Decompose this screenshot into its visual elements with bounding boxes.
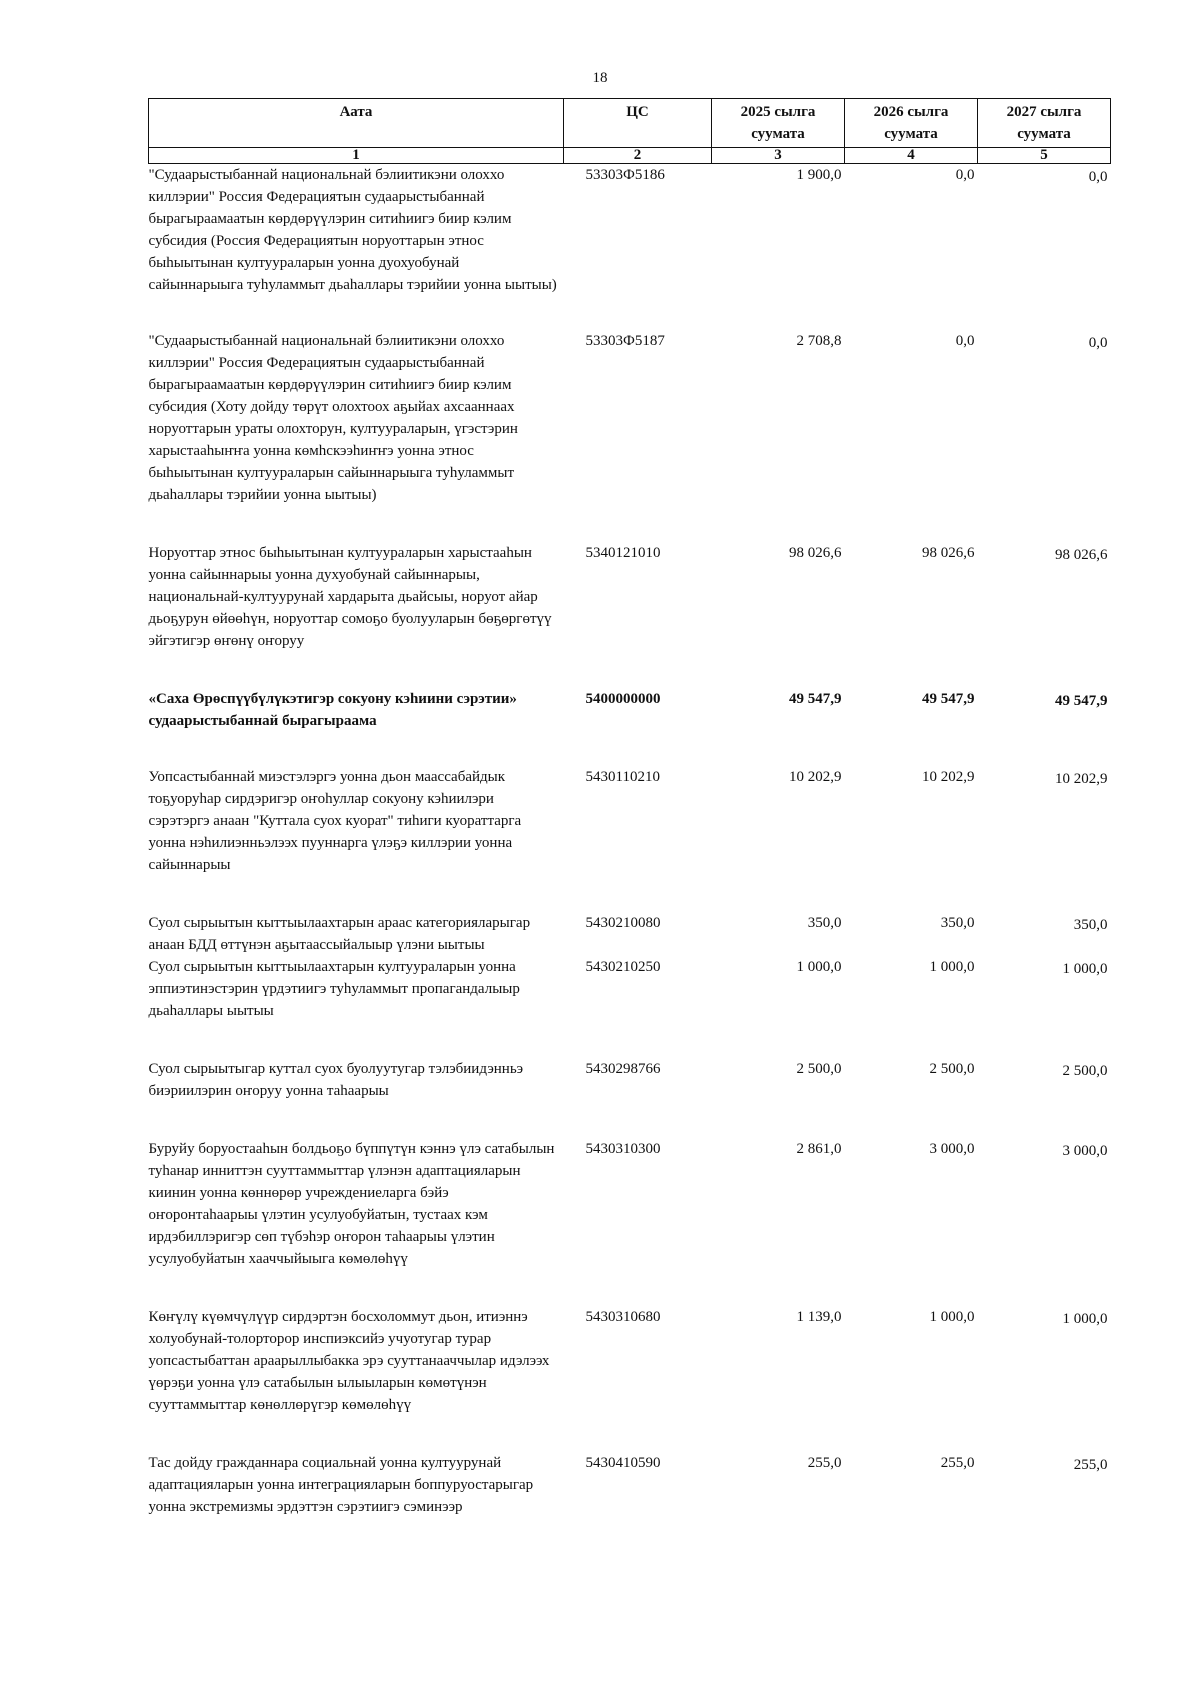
column-number: 2 bbox=[564, 148, 712, 164]
row-value-2025: 1 000,0 bbox=[796, 959, 842, 975]
row-value-2027: 98 026,6 bbox=[1055, 547, 1108, 563]
row-name: Суол сырыытын кыттыылаахтарын араас категорияларыгар анаан БДД өттүнэн аҕытаассыйалыыр үлэни ыытыы bbox=[148, 915, 531, 953]
row-value-2027: 49 547,9 bbox=[1055, 693, 1108, 709]
row-value-2025: 1 139,0 bbox=[796, 1309, 842, 1325]
row-name: Буруйу боруостааһын болдьоҕо бүппүтүн кэннэ үлэ сатабылын туһанар инниттэн сууттаммыттар үлэнэн адаптацияларын киинин уонна көннөрөр учреждениеларга бэйэ оҥоронтаһаарыы үлэтин усулуобуйатын, тустаах кэм ирдэбиллэригэр сөп түбэһэр оҥорон таһаарыы үлэтин усулуобуйатын хааччыйыыга көмөлөһүү bbox=[148, 1141, 555, 1267]
table-row bbox=[149, 1058, 1111, 1138]
column-number: 1 bbox=[149, 148, 564, 164]
row-value-2025: 2 708,8 bbox=[796, 333, 842, 349]
table-row bbox=[149, 1306, 1111, 1452]
row-name: «Саха Өрөспүүбүлүкэтигэр сокуону кэһиини сэрэтии» судаарыстыбаннай бырагыраама bbox=[148, 691, 517, 729]
row-value-2027: 10 202,9 bbox=[1055, 771, 1108, 787]
row-code: 5430110210 bbox=[585, 769, 660, 785]
row-value-2027: 0,0 bbox=[1088, 169, 1108, 185]
table-row bbox=[149, 1452, 1111, 1518]
table-row bbox=[149, 330, 1111, 542]
row-value-2026: 1 000,0 bbox=[929, 959, 975, 975]
row-code: 5430410590 bbox=[585, 1455, 661, 1471]
row-code: 53303Ф5187 bbox=[585, 333, 665, 349]
table-row bbox=[149, 956, 1111, 1058]
column-number: 3 bbox=[712, 148, 845, 164]
table-row bbox=[149, 912, 1111, 956]
row-value-2027: 0,0 bbox=[1088, 335, 1108, 351]
row-code: 5430310300 bbox=[585, 1141, 661, 1157]
row-name: "Судаарыстыбаннай национальнай бэлиитикэни олоххо киллэрии" Россия Федерациятын судаарыстыбаннай бырагыраамаатын көрдөрүүлэрин ситиһиигэ биир кэлим субсидия (Россия Федерациятын норуоттарын этнос быһыытынан култуураларын уонна дуохуобунай сайыннарыыга туһуламмыт дьаһаллары тэрийии уонна ыытыы) bbox=[148, 167, 557, 293]
row-value-2026: 1 000,0 bbox=[929, 1309, 975, 1325]
table-body bbox=[149, 164, 1111, 1519]
row-value-2026: 0,0 bbox=[955, 167, 975, 183]
row-value-2026: 2 500,0 bbox=[929, 1061, 975, 1077]
row-name: Көҥүлү күөмчүлүүр сирдэртэн босхоломмут дьон, итиэннэ холуобунай-толорторор инспиэксийэ учуотугар турар уопсастыбаттан араарыллыбакка эрэ сууттанааччылар идэлээх үөрэҕи уонна үлэ сатабылын ылыыларын көмөтүнэн сууттаммыттар көнөллөрүгэр көмөлөһүү bbox=[148, 1309, 550, 1413]
row-name: Уопсастыбаннай миэстэлэргэ уонна дьон маассабайдык тоҕуоруһар сирдэригэр оҥоһуллар сокуону кэһиилэри сэрэтэргэ анаан "Куттала суох куорат" тиһиги куораттарга уонна нэһилиэнньэлээх пууннарга үлэҕэ киллэрии уонна сайыннарыы bbox=[148, 769, 522, 873]
row-name: "Судаарыстыбаннай национальнай бэлиитикэни олоххо киллэрии" Россия Федерациятын судаарыстыбаннай бырагыраамаатын көрдөрүүлэрин ситиһиигэ биир кэлим субсидия (Хоту дойду төрүт олохтоох аҕыйах ахсааннаах норуоттарын ураты олохторун, култуураларын, үгэстэрин харыстааһыҥҥа уонна көмһскээһиҥҥэ уонна этнос быһыытынан култуураларын сайыннарыыга туһуламмыт дьаһаллары тэрийии уонна ыытыы) bbox=[148, 333, 518, 503]
row-value-2027: 1 000,0 bbox=[1062, 1311, 1108, 1327]
column-number: 4 bbox=[845, 148, 978, 164]
table-row bbox=[149, 1138, 1111, 1306]
row-value-2026: 10 202,9 bbox=[922, 769, 975, 785]
row-value-2025: 49 547,9 bbox=[789, 691, 842, 707]
table-row bbox=[149, 164, 1111, 331]
row-value-2025: 255,0 bbox=[807, 1455, 842, 1471]
page-number: 18 bbox=[592, 70, 608, 86]
row-name: Тас дойду гражданнара социальнай уонна култуурунай адаптацияларын уонна интеграцияларын боппуруостарыгар уонна экстремизмы эрдэттэн сэрэтиигэ сэминээр bbox=[148, 1455, 534, 1515]
header-code: ЦС bbox=[564, 99, 712, 148]
row-code: 5430310680 bbox=[585, 1309, 661, 1325]
header-2026: 2026 сылга суумата bbox=[845, 99, 978, 148]
row-value-2025: 2 861,0 bbox=[796, 1141, 842, 1157]
row-value-2027: 1 000,0 bbox=[1062, 961, 1108, 977]
row-value-2026: 3 000,0 bbox=[929, 1141, 975, 1157]
row-value-2027: 3 000,0 bbox=[1062, 1143, 1108, 1159]
header-2027: 2027 сылга суумата bbox=[978, 99, 1111, 148]
row-code: 5400000000 bbox=[585, 691, 661, 707]
row-code: 53303Ф5186 bbox=[585, 167, 665, 183]
row-code: 5430210080 bbox=[585, 915, 661, 931]
row-code: 5430210250 bbox=[585, 959, 661, 975]
row-code: 5430298766 bbox=[585, 1061, 661, 1077]
row-name: Суол сырыытыгар куттал суох буолуутугар тэлэбиидэнньэ биэриилэрин оҥоруу уонна таһаарыы bbox=[148, 1061, 524, 1099]
row-code: 5340121010 bbox=[585, 545, 661, 561]
row-value-2025: 10 202,9 bbox=[789, 769, 842, 785]
table-row bbox=[149, 688, 1111, 766]
row-value-2025: 2 500,0 bbox=[796, 1061, 842, 1077]
table-row bbox=[149, 766, 1111, 912]
table-row bbox=[149, 542, 1111, 688]
header-name: Аата bbox=[149, 99, 564, 148]
row-value-2027: 350,0 bbox=[1073, 917, 1108, 933]
row-value-2026: 350,0 bbox=[940, 915, 975, 931]
row-name: Суол сырыытын кыттыылаахтарын култуураларын уонна эппиэтинэстэрин үрдэтиигэ туһуламмыт пропагандалыыр дьаһаллары ыытыы bbox=[148, 959, 520, 1019]
row-name: Норуоттар этнос быһыытынан култуураларын харыстааһын уонна сайыннарыы уонна духуобунай сайыннарыы, национальнай-култуурунай хардарыта дьайсыы, норуот айар дьоҕурун өйөөһүн, норуоттар сомоҕо буолууларын бөҕөргөтүү эйгэтигэр өҥөнү оҥоруу bbox=[148, 545, 552, 649]
row-value-2026: 255,0 bbox=[940, 1455, 975, 1471]
budget-table bbox=[148, 98, 1111, 1518]
row-value-2025: 350,0 bbox=[807, 915, 842, 931]
row-value-2026: 0,0 bbox=[955, 333, 975, 349]
header-2025: 2025 сылга суумата bbox=[712, 99, 845, 148]
row-value-2026: 98 026,6 bbox=[922, 545, 975, 561]
column-number: 5 bbox=[978, 148, 1111, 164]
row-value-2025: 1 900,0 bbox=[796, 167, 842, 183]
row-value-2027: 2 500,0 bbox=[1062, 1063, 1108, 1079]
row-value-2025: 98 026,6 bbox=[789, 545, 842, 561]
row-value-2027: 255,0 bbox=[1073, 1457, 1108, 1473]
table-header bbox=[149, 99, 1111, 164]
row-value-2026: 49 547,9 bbox=[922, 691, 975, 707]
